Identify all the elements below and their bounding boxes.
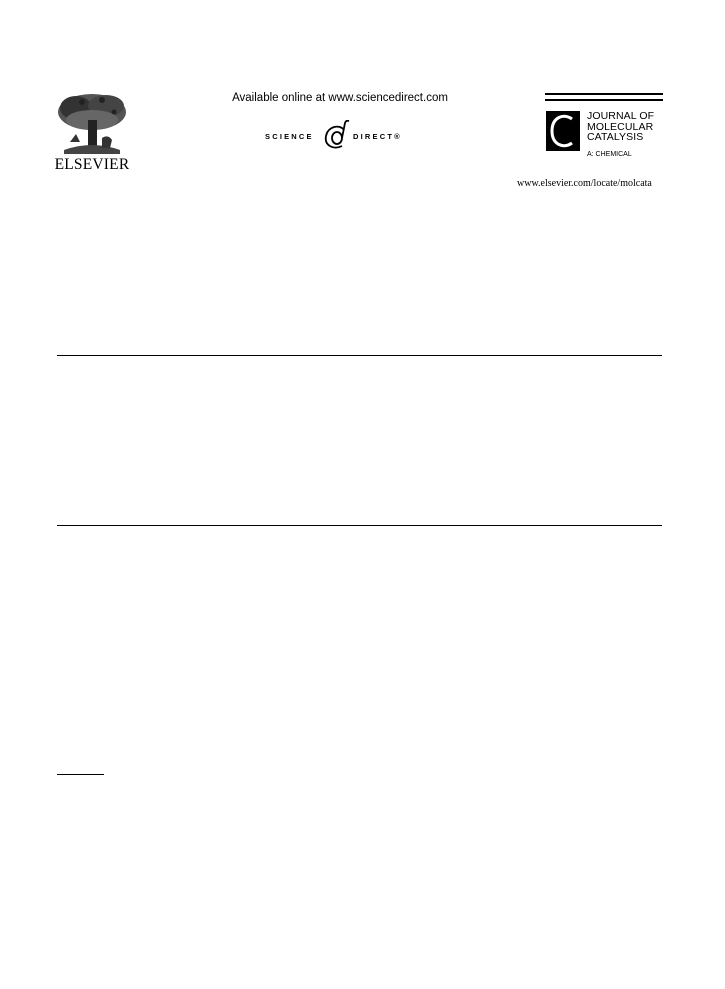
journal-logo-top-rule bbox=[545, 93, 663, 95]
sciencedirect-left-text: SCIENCE bbox=[265, 132, 314, 141]
journal-logo-second-rule bbox=[545, 99, 663, 101]
elsevier-logo bbox=[50, 92, 134, 176]
sciencedirect-right-text: DIRECT® bbox=[353, 132, 402, 141]
abstract-top-rule bbox=[57, 355, 662, 356]
journal-url[interactable]: www.elsevier.com/locate/molcata bbox=[517, 178, 652, 189]
journal-emblem bbox=[546, 111, 580, 151]
journal-title-line: MOLECULAR bbox=[587, 120, 654, 133]
journal-title-line: JOURNAL OF bbox=[587, 110, 655, 122]
journal-title bbox=[587, 111, 654, 143]
abstract-bottom-rule bbox=[57, 525, 662, 526]
at-sign-icon bbox=[322, 120, 352, 154]
tree-icon bbox=[54, 92, 130, 154]
footnote-rule bbox=[57, 774, 104, 775]
molecule-c-icon bbox=[546, 111, 580, 151]
sciencedirect-logo bbox=[265, 120, 425, 156]
available-online-text: Available online at www.sciencedirect.com bbox=[232, 92, 448, 104]
elsevier-wordmark: ELSEVIER bbox=[54, 156, 130, 173]
journal-subtitle: A: CHEMICAL bbox=[587, 151, 632, 158]
journal-title-line: CATALYSIS bbox=[587, 131, 644, 143]
journal-logo bbox=[545, 93, 665, 165]
